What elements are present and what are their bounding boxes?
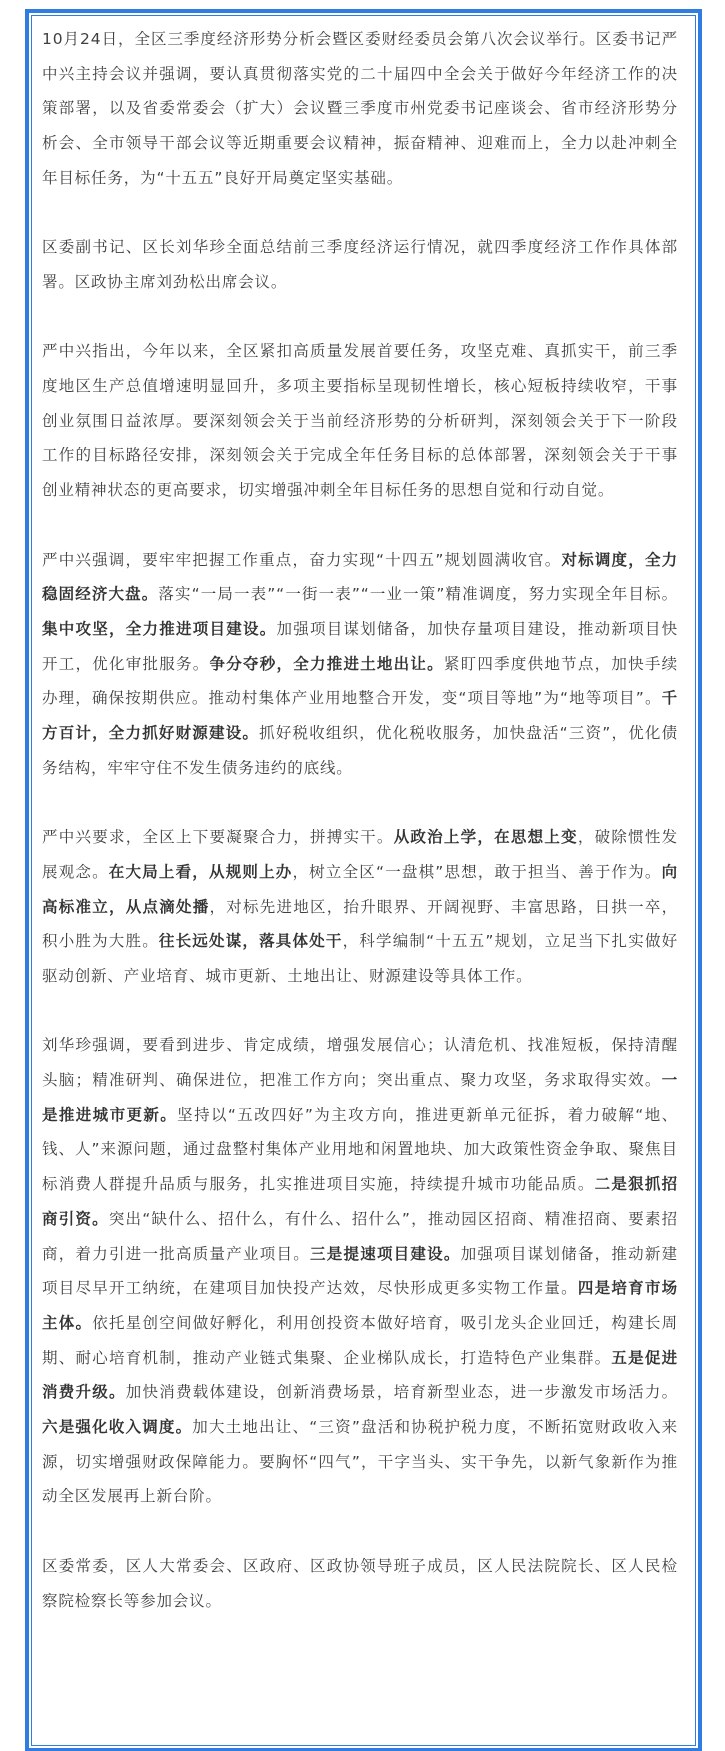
bold-heading: 在大局上看，从规则上办 bbox=[108, 862, 293, 881]
paragraph-text: 区委副书记、区长刘华珍全面总结前三季度经济运行情况，就四季度经济工作作具体部署。区政协主席刘劲松出席会议。 bbox=[42, 238, 678, 291]
paragraph-text: 抓好税收组织，优化税收服务，加快盘活“三资”，优化债务结构，牢牢守住不发生债务违约的底线。 bbox=[42, 724, 678, 777]
paragraph-text: 加大土地出让、“三资”盘活和协税护税力度，不断拓宽财政收入来源，切实增强财政保障能力。要胸怀“四气”，干字当头、实干争先，以新气象新作为推动全区发展再上新台阶。 bbox=[42, 1418, 678, 1506]
paragraph-text: 坚持以“五改四好”为主攻方向，推进更新单元征拆，着力破解“地、钱、人”来源问题，通过盘整村集体产业用地和闲置地块、加大政策性资金争取、聚焦目标消费人群提升品质与服务，扎实推进项目实施，持续提升城市功能品质。 bbox=[42, 1105, 678, 1194]
bold-heading: 一是推进城市更新。 bbox=[42, 1071, 678, 1124]
bold-heading: 从政治上学，在思想上变 bbox=[393, 828, 578, 847]
bold-heading: 争分夺秒，全力推进土地出让。 bbox=[209, 654, 444, 673]
bold-heading: 六是强化收入调度。 bbox=[42, 1418, 193, 1437]
article-frame bbox=[25, 9, 702, 1751]
bold-heading: 二是狠抓招商引资。 bbox=[42, 1175, 678, 1228]
paragraph-text: 严中兴指出，今年以来，全区紧扣高质量发展首要任务，攻坚克难、真抓实干，前三季度地区生产总值增速明显回升，多项主要指标呈现韧性增长，核心短板持续收窄，干事创业氛围日益浓厚。要深刻领会关于当前经济形势的分析研判，深刻领会关于下一阶段工作的目标路径安排，深刻领会关于完成全年任务目标的总体部署，深刻领会关于干事创业精神状态的更高要求，切实增强冲刺全年目标任务的思想自觉和行动自觉。 bbox=[42, 342, 678, 500]
paragraph-text: 落实“一局一表”“一街一表”“一业一策”精准调度，努力实现全年目标。 bbox=[158, 585, 679, 604]
article-body bbox=[42, 22, 678, 1618]
paragraph-text: 依托星创空间做好孵化，利用创投资本做好培育，吸引龙头企业回迁，构建长周期、耐心培育机制，推动产业链式集聚、企业梯队成长，打造特色产业集群。 bbox=[42, 1313, 678, 1367]
paragraph-text: ，对标先进地区，抬升眼界、开阔视野、丰富思路，日拱一卒，积小胜为大胜。 bbox=[42, 897, 678, 951]
bold-heading: 往长远处谋，落具体处干 bbox=[158, 932, 343, 951]
bold-heading: 向高标准立，从点滴处播 bbox=[42, 862, 678, 916]
paragraph-opening bbox=[42, 22, 678, 196]
bold-heading: 四是培育市场主体。 bbox=[42, 1279, 678, 1332]
paragraph-text: 严中兴要求，全区上下要凝聚合力，拼搏实干。 bbox=[42, 828, 394, 847]
paragraph-text: ，破除惯性发展观念。 bbox=[42, 828, 678, 881]
paragraph-text: 加快消费载体建设，创新消费场景，培育新型业态，进一步激发市场活力。 bbox=[125, 1383, 678, 1402]
paragraph-text: 加强项目谋划储备，加快存量项目建设，推动新项目快开工，优化审批服务。 bbox=[42, 619, 679, 673]
bold-heading: 对标调度，全力稳固经济大盘。 bbox=[42, 550, 679, 604]
paragraph-text: 10月24日，全区三季度经济形势分析会暨区委财经委员会第八次会议举行。区委书记严中兴主持会议并强调，要认真贯彻落实党的二十届四中全会关于做好今年经济工作的决策部署，以及省委常委会（扩大）会议暨三季度市州党委书记座谈会、省市经济形势分析会、全市领导干部会议等近期重要会议精神，振奋精神、迎难而上，全力以赴冲刺全年目标任务，为“十五五”良好开局奠定坚实基础。 bbox=[42, 30, 678, 187]
paragraph-text: 严中兴强调，要牢牢把握工作重点，奋力实现“十四五”规划圆满收官。 bbox=[42, 550, 562, 569]
paragraph-key-tasks bbox=[42, 543, 678, 786]
paragraph-review bbox=[42, 334, 678, 508]
bold-heading: 集中攻坚，全力推进项目建设。 bbox=[42, 619, 277, 638]
paragraph-text: ，科学编制“十五五”规划，立足当下扎实做好驱动创新、产业培育、城市更新、土地出让、财源建设等具体工作。 bbox=[42, 932, 679, 985]
paragraph-district-head bbox=[42, 230, 678, 299]
paragraph-text: 突出“缺什么、招什么，有什么、招什么”，推动园区招商、精准招商、要素招商，着力引进一批高质量产业项目。 bbox=[42, 1209, 679, 1263]
paragraph-text: ，树立全区“一盘棋”思想，敢于担当、善于作为。 bbox=[292, 862, 662, 881]
paragraph-text: 刘华珍强调，要看到进步、肯定成绩，增强发展信心；认清危机、找准短板，保持清醒头脑；精准研判、确保进位，把准工作方向；突出重点、聚力攻坚，务求取得实效。 bbox=[42, 1036, 678, 1090]
paragraph-requirements bbox=[42, 820, 678, 994]
paragraph-attendees bbox=[42, 1549, 678, 1618]
paragraph-text: 紧盯四季度供地节点，加快手续办理，确保按期供应。推动村集体产业用地整合开发，变“项目等地”为“地等项目”。 bbox=[42, 654, 678, 708]
paragraph-text: 区委常委，区人大常委会、区政府、区政协领导班子成员，区人民法院院长、区人民检察院检察长等参加会议。 bbox=[42, 1556, 678, 1610]
paragraph-six-points bbox=[42, 1028, 678, 1514]
bold-heading: 五是促进消费升级。 bbox=[42, 1348, 678, 1402]
bold-heading: 千方百计，全力抓好财源建设。 bbox=[42, 689, 678, 743]
paragraph-text: 加强项目谋划储备，推动新建项目尽早开工纳统，在建项目加快投产达效，尽快形成更多实物工作量。 bbox=[42, 1244, 678, 1298]
bold-heading: 三是提速项目建设。 bbox=[309, 1244, 461, 1263]
